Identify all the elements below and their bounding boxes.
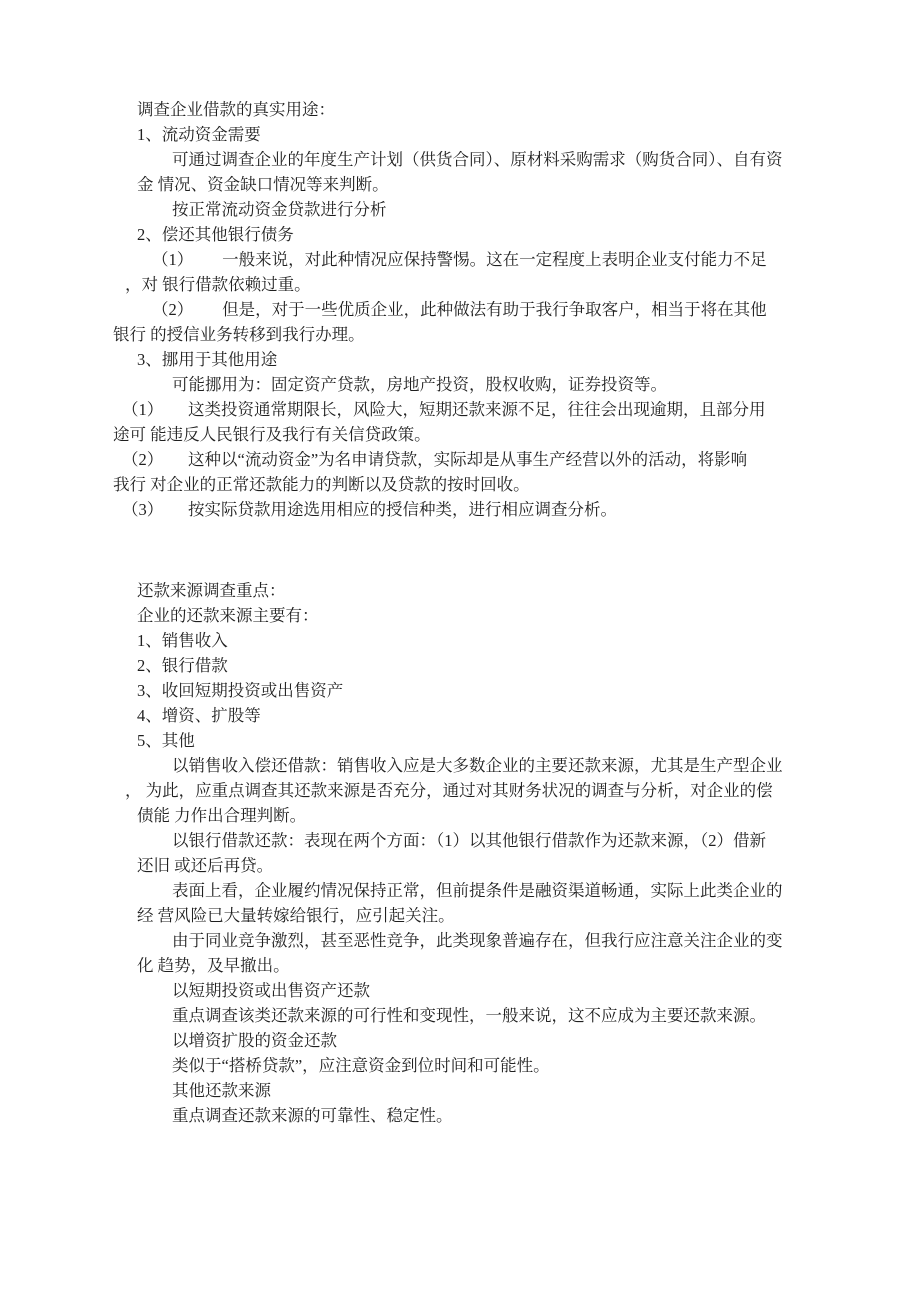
text-line: 3、收回短期投资或出售资产 [137,681,344,700]
text-line: 可通过调查企业的年度生产计划（供货合同）、原材料采购需求（购货合同）、自有资 [172,150,783,169]
text-line: 重点调查还款来源的可靠性、稳定性。 [172,1106,453,1125]
text-line: 以银行借款还款：表现在两个方面：（1）以其他银行借款作为还款来源，（2）借新 [172,831,766,850]
text-line: 金 情况、资金缺口情况等来判断。 [137,175,389,194]
text-line: 3、挪用于其他用途 [137,350,278,369]
text-line: 由于同业竞争激烈，甚至恶性竞争，此类现象普遍存在，但我行应注意关注企业的变 [172,931,783,950]
text-line: 还旧 或还后再贷。 [137,856,274,875]
text-line: 2、偿还其他银行债务 [137,225,294,244]
text-line: 类似于“搭桥贷款”，应注意资金到位时间和可能性。 [172,1056,550,1075]
text-line: 还款来源调查重点： [137,581,286,600]
text-line: ，对 银行借款依赖过重。 [125,275,311,294]
text-line: 以销售收入偿还借款：销售收入应是大多数企业的主要还款来源，尤其是生产型企业 [172,756,783,775]
text-line: 表面上看，企业履约情况保持正常，但前提条件是融资渠道畅通，实际上此类企业的 [172,881,783,900]
text-line: 债能 力作出合理判断。 [137,806,307,825]
text-line: ， 为此，应重点调查其还款来源是否充分，通过对其财务状况的调查与分析，对企业的偿 [125,781,773,800]
text-line: 按正常流动资金贷款进行分析 [172,200,387,219]
text-line: （1） 一般来说，对此种情况应保持警惕。这在一定程度上表明企业支付能力不足 [152,250,767,269]
text-line: 以短期投资或出售资产还款 [172,981,370,1000]
text-line: 1、流动资金需要 [137,125,261,144]
text-line: 企业的还款来源主要有： [137,606,319,625]
text-line: 可能挪用为：固定资产贷款，房地产投资，股权收购，证券投资等。 [172,375,667,394]
text-line: 4、增资、扩股等 [137,706,261,725]
section-repayment-sources [0,578,920,1128]
section-loan-purpose [0,97,920,522]
text-line: 重点调查该类还款来源的可行性和变现性，一般来说，这不应成为主要还款来源。 [172,1006,766,1025]
text-line: （3） 按实际贷款用途选用相应的授信种类，进行相应调查分析。 [122,500,617,519]
text-line: 2、银行借款 [137,656,228,675]
text-line: 其他还款来源 [172,1081,271,1100]
text-line: 5、其他 [137,731,195,750]
text-line: 途可 能违反人民银行及我行有关信贷政策。 [113,425,431,444]
text-line: 1、销售收入 [137,631,228,650]
text-line: （1） 这类投资通常期限长，风险大，短期还款来源不足，往往会出现逾期，且部分用 [122,400,766,419]
text-line: 经 营风险已大量转嫁给银行，应引起关注。 [137,906,455,925]
text-line: 调查企业借款的真实用途： [137,100,335,119]
text-line: 银行 的授信业务转移到我行办理。 [113,325,365,344]
text-line: （2） 但是，对于一些优质企业，此种做法有助于我行争取客户，相当于将在其他 [152,300,767,319]
text-line: 以增资扩股的资金还款 [172,1031,337,1050]
text-line: 化 趋势，及早撤出。 [137,956,290,975]
text-line: 我行 对企业的正常还款能力的判断以及贷款的按时回收。 [113,475,530,494]
text-line: （2） 这种以“流动资金”为名申请贷款，实际却是从事生产经营以外的活动，将影响 [122,450,748,469]
